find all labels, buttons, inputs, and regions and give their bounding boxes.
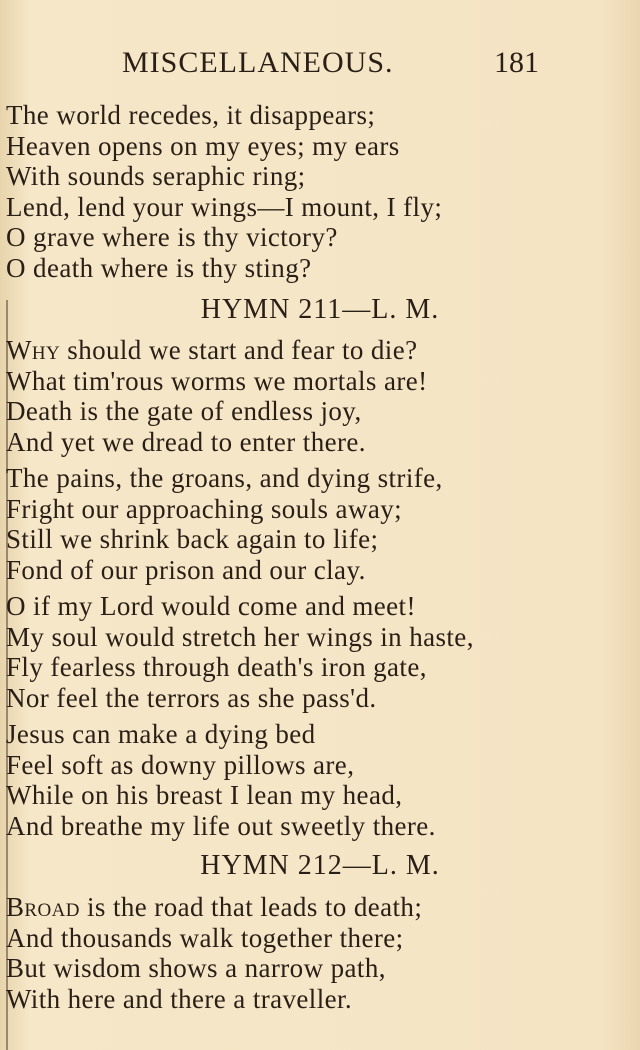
hymn-212-body [6,892,626,1014]
verse-line: Lend, lend your wings—I mount, I fly; [6,191,443,222]
running-head-title: MISCELLANEOUS. [122,46,394,79]
verse-line [6,892,626,923]
verse-line: Feel soft as downy pillows are, [6,749,355,780]
page-number: 181 [494,46,539,79]
verse-line: O death where is thy sting? [6,252,312,283]
verse-line: With here and there a traveller. [6,983,353,1014]
verse-line: What tim'rous worms we mortals are! [6,365,428,396]
hymn-211-title: HYMN 211—L. M. [200,294,440,325]
stanza [6,335,626,457]
verse-line: Jesus can make a dying bed [6,719,316,749]
verse-line: Fly fearless through death's iron gate, [6,652,427,682]
verse-line: The pains, the groans, and dying strife, [6,463,443,493]
verse-line: Death is the gate of endless joy, [6,396,362,426]
hymn-212-title: HYMN 212—L. M. [200,850,440,881]
verse-text: is the road that leads to death; [79,892,423,922]
verse-line: And yet we dread to enter there. [6,426,366,457]
verse-line: But wisdom shows a narrow path, [6,953,386,983]
verse-line [6,335,626,366]
initial-word: Why [6,335,61,365]
verse-line: Nor feel the terrors as she pass'd. [6,682,377,713]
stanza [6,463,626,585]
hymn-211-body [6,335,626,847]
verse-line: O grave where is thy victory? [6,222,338,252]
verse-line: And thousands walk together there; [6,922,404,953]
verse-text: should we start and fear to die? [60,335,418,365]
verse-line: My soul would stretch her wings in haste, [6,621,474,652]
stanza [6,591,626,713]
verse-line: With sounds seraphic ring; [6,161,306,191]
continuation-stanza [6,100,626,283]
verse-line: Fright our approaching souls away; [6,493,403,524]
verse-line: O if my Lord would come and meet! [6,591,416,621]
verse-line: Still we shrink back again to life; [6,524,379,554]
verse-line: While on his breast I lean my head, [6,780,403,810]
verse-line: Heaven opens on my eyes; my ears [6,130,400,161]
page-header [0,46,640,86]
initial-word: Broad [6,892,80,922]
stanza [6,719,626,841]
verse-line: The world recedes, it disappears; [6,100,376,130]
verse-line: And breathe my life out sweetly there. [6,810,436,841]
verse-line: Fond of our prison and our clay. [6,554,366,585]
